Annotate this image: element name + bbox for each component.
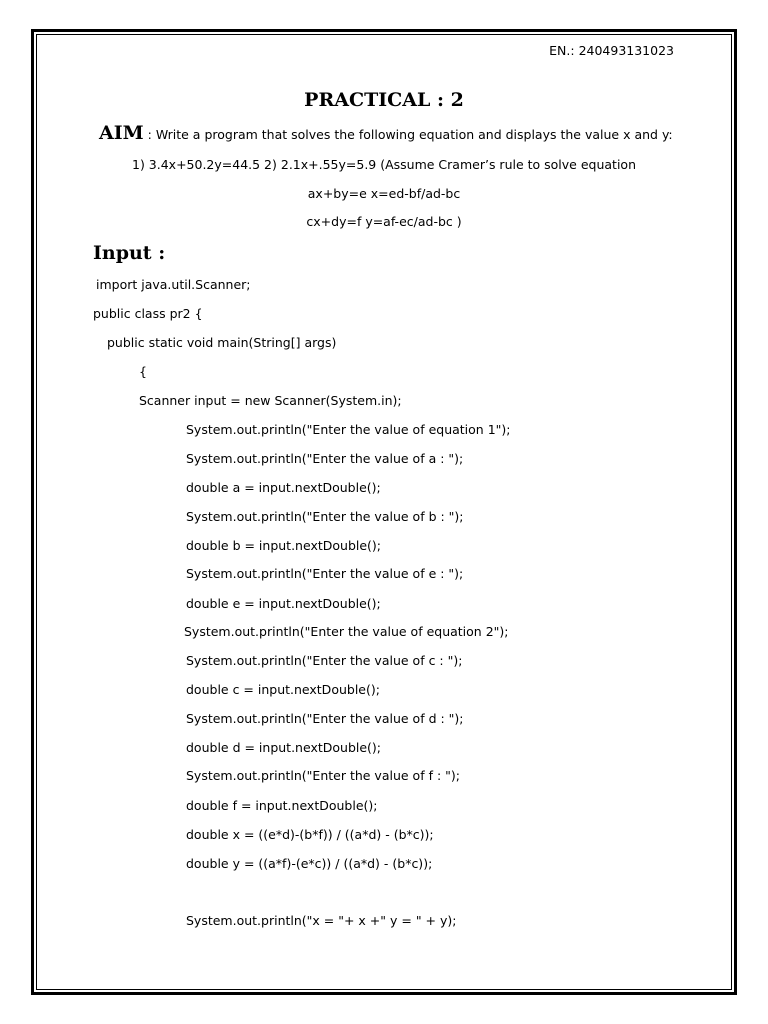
code-line: System.out.println("Enter the value of c : ");: [186, 653, 463, 668]
code-line: System.out.println("Enter the value of equation 1");: [186, 422, 511, 437]
equations-line: 1) 3.4x+50.2y=44.5 2) 2.1x+.55y=5.9 (Assume Cramer’s rule to solve equation: [132, 157, 636, 172]
code-line: double d = input.nextDouble();: [186, 740, 382, 755]
code-line: System.out.println("Enter the value of a : ");: [186, 451, 464, 466]
code-line: double b = input.nextDouble();: [186, 538, 382, 553]
code-line: double e = input.nextDouble();: [186, 596, 381, 611]
code-line: System.out.println("x = "+ x +" y = " + y);: [186, 913, 457, 928]
code-line: System.out.println("Enter the value of e : ");: [186, 566, 464, 581]
formula-y: cx+dy=f y=af-ec/ad-bc ): [306, 214, 462, 229]
aim-label: AIM: [99, 122, 144, 144]
code-line: double x = ((e*d)-(b*f)) / ((a*d) - (b*c));: [186, 827, 434, 842]
aim-statement: [99, 122, 673, 144]
code-line: public static void main(String[] args): [107, 335, 337, 350]
code-line: {: [139, 364, 147, 379]
code-line: double a = input.nextDouble();: [186, 480, 381, 495]
code-line: double y = ((a*f)-(e*c)) / ((a*d) - (b*c));: [186, 856, 433, 871]
code-line: import java.util.Scanner;: [96, 277, 251, 292]
practical-title: PRACTICAL : 2: [304, 89, 464, 111]
code-line: double c = input.nextDouble();: [186, 682, 380, 697]
formula-x: ax+by=e x=ed-bf/ad-bc: [307, 186, 461, 201]
code-line: Scanner input = new Scanner(System.in);: [139, 393, 402, 408]
code-line: System.out.println("Enter the value of b : ");: [186, 509, 464, 524]
enrollment-number: EN.: 240493131023: [549, 43, 674, 58]
aim-text: : Write a program that solves the following equation and displays the value x and y:: [143, 127, 673, 142]
code-line: public class pr2 {: [93, 306, 203, 321]
code-line: System.out.println("Enter the value of equation 2");: [184, 624, 509, 639]
code-line: System.out.println("Enter the value of f : ");: [186, 768, 460, 783]
input-heading: Input :: [93, 242, 166, 264]
code-line: double f = input.nextDouble();: [186, 798, 378, 813]
code-line: System.out.println("Enter the value of d : ");: [186, 711, 464, 726]
